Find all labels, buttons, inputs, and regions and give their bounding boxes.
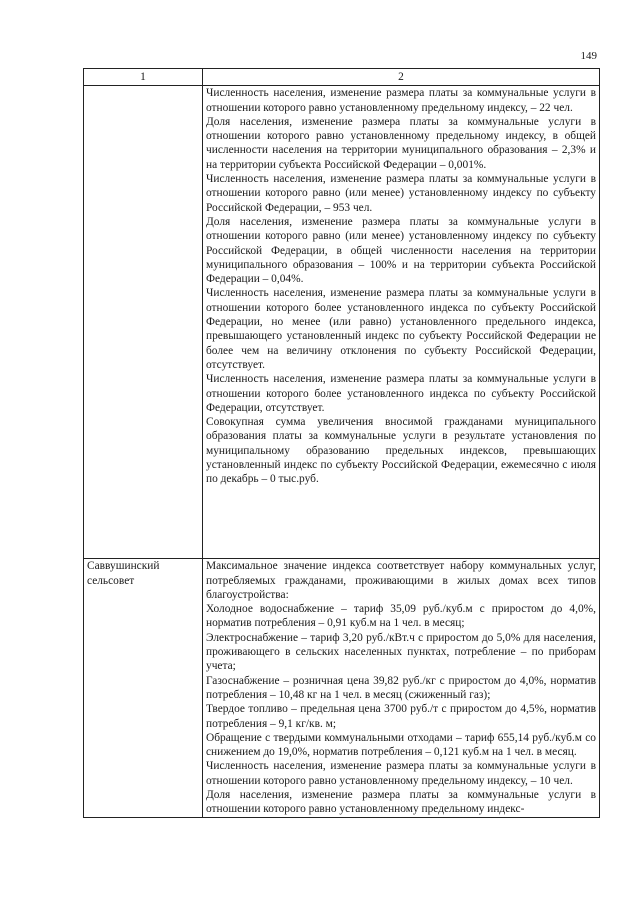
description-cell [203,559,600,817]
paragraph: Твердое топливо – предельная цена 3700 руб./т с приростом до 4,5%, норматив потребления – 9,1 кг/кв. м; [206,703,596,730]
paragraph: Доля населения, изменение размера платы за коммунальные услуги в отношении которого равно установленному предельному индекс- [206,789,596,816]
document-table [83,68,600,818]
paragraph: Численность населения, изменение размера платы за коммунальные услуги в отношении которого равно (или менее) установленному индексу по субъекту Российской Федерации, – 953 чел. [206,173,596,214]
description-cell [203,86,600,559]
paragraph: Газоснабжение – розничная цена 39,82 руб./кг с приростом до 4,0%, норматив потребления – 10,48 кг на 1 чел. в месяц (сжиженный газ); [206,674,596,701]
table-row [84,559,600,817]
paragraph: Холодное водоснабжение – тариф 35,09 руб./куб.м с приростом до 4,0%, норматив потребления – 0,91 куб.м на 1 чел. в месяц; [206,603,596,630]
paragraph: Численность населения, изменение размера платы за коммунальные услуги в отношении которого более установленного индекса по субъекту Российской Федерации, но менее (или равно) установленного предельного индекса, превышающего установленный индекс по субъекту Российской Федерации не более чем на величину отклонения по субъекту Российской Федерации, отсутствует. [206,287,596,371]
paragraph: Электроснабжение – тариф 3,20 руб./кВт.ч с приростом до 5,0% для населения, проживающего в сельских населенных пунктах, потребление – по приборам учета; [206,631,596,673]
page-number: 149 [580,50,597,62]
paragraph: Доля населения, изменение размера платы за коммунальные услуги в отношении которого равно установленному предельному индексу, в общей численности населения на территории муниципального образования – 2,3% и на территории субъекта Российской Федерации – 0,001%. [206,115,596,171]
column-header-2: 2 [203,69,600,86]
table-row [84,86,600,559]
paragraph: Численность населения, изменение размера платы за коммунальные услуги в отношении которого равно установленному предельному индексу, – 22 чел. [206,87,596,114]
paragraph: Совокупная сумма увеличения вносимой гражданами муниципального образования платы за коммунальные услуги в результате установления по муниципальному образованию предельных индексов, превышающих установленный индекс по субъекту Российской Федерации, ежемесячно с июля по декабрь – 0 тыс.руб. [206,416,596,486]
paragraph: Доля населения, изменение размера платы за коммунальные услуги в отношении которого равно (или менее) установленному индексу по субъекту Российской Федерации, в общей численности населения на территории муниципального образования – 100% и на территории субъекта Российской Федерации – 0,04%. [206,215,596,286]
municipality-cell [84,86,203,559]
column-header-1: 1 [84,69,203,86]
table-header-row [84,69,600,86]
paragraph: Численность населения, изменение размера платы за коммунальные услуги в отношении которого более установленного индекса по субъекту Российской Федерации, отсутствует. [206,373,596,414]
paragraph: Обращение с твердыми коммунальными отходами – тариф 655,14 руб./куб.м со снижением до 19,0%, норматив потребления – 0,121 куб.м на 1 чел. в месяц. [206,731,596,759]
paragraph: Численность населения, изменение размера платы за коммунальные услуги в отношении которого равно установленному предельному индексу, – 10 чел. [206,760,596,787]
municipality-cell: Саввушинский сельсовет [84,559,203,817]
paragraph: Максимальное значение индекса соответствует набору коммунальных услуг, потребляемых гражданами, проживающими в жилых домах всех типов благоустройства: [206,560,596,601]
